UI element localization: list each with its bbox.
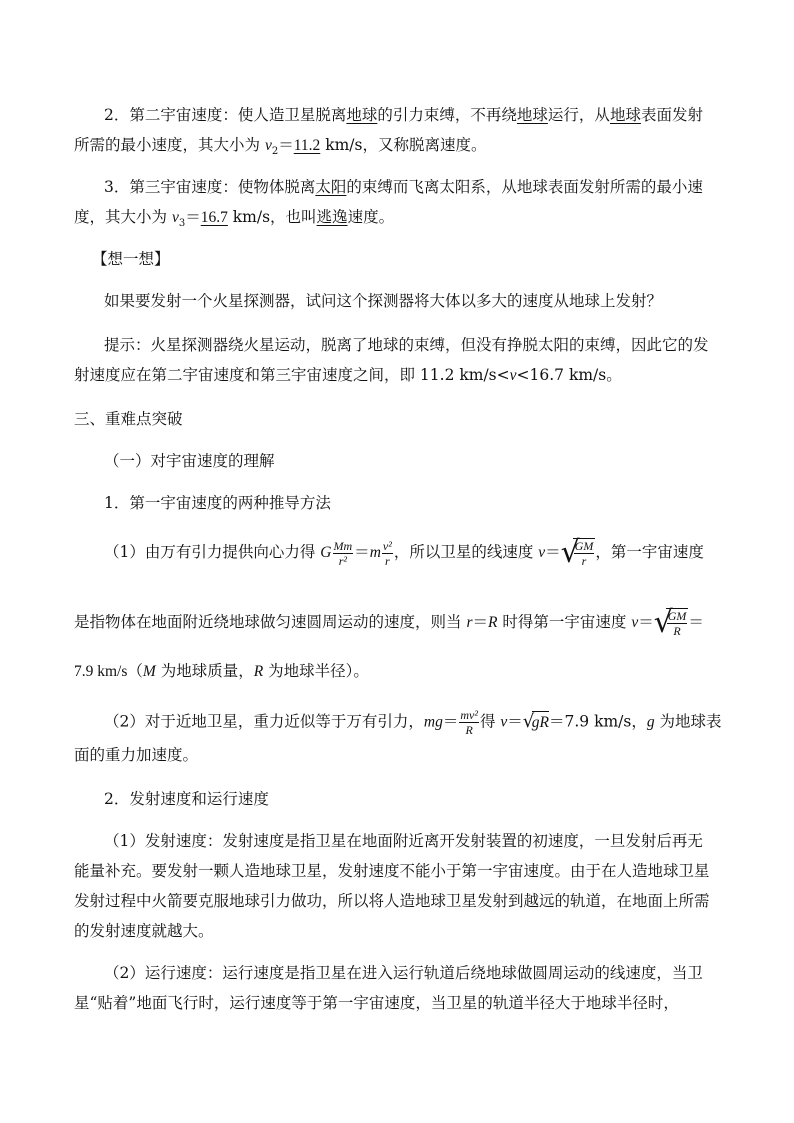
sqrt-gR: √ gR (522, 711, 549, 732)
item-heading-1: 1．第一宇宙速度的两种推导方法 (104, 494, 331, 512)
fraction-Mm-over-r2: $\frac{Mm}{\text{r²}}$ (333, 538, 353, 568)
sqrt-GM-over-r: √ $\frac{GM}{r}$ (560, 535, 594, 570)
derivation-line3: 7.9 km/s（M 为地球质量，R 为地球半径）。 (74, 662, 369, 680)
orbit-speed-line2: 星“贴着”地面飞行时，运行速度等于第一宇宙速度，当卫星的轨道半径大于地球半径时， (74, 994, 679, 1012)
think-heading: 【想一想】 (92, 250, 170, 268)
question-text: 如果要发射一个火星探测器，试问这个探测器将大体以多大的速度从地球上发射？ (104, 292, 663, 310)
para-second-cosmic-velocity-line2: 所需的最小速度，其大小为 $v_2=11.2$ km/s，又称脱离速度。 (74, 136, 487, 158)
launch-speed-line3: 发射过程中火箭要克服地球引力做功，所以将人造地球卫星发射到越远的轨道，在地面上所需 (74, 892, 710, 910)
launch-speed-line1: （1）发射速度：发射速度是指卫星在地面附近离开发射装置的初速度，一旦发射后再无 (104, 832, 703, 850)
fraction-v2-over-r: $\frac{\text{v²}}{r}$ (382, 538, 392, 568)
orbit-speed-line1: （2）运行速度：运行速度是指卫星在进入运行轨道后绕地球做圆周运动的线速度，当卫 (104, 964, 703, 982)
derivation-line5: 面的重力加速度。 (74, 746, 199, 764)
section-heading: 三、重难点突破 (74, 410, 183, 428)
item-heading-2: 2．发射速度和运行速度 (104, 790, 269, 808)
launch-speed-line2: 能量补充。要发射一颗人造地球卫星，发射速度不能小于第一宇宙速度。由于在人造地球卫星 (74, 862, 710, 880)
hint-line2: 射速度应在第二宇宙速度和第三宇宙速度之间，即 11.2 km/s<v<16.7 km/s。 (74, 366, 622, 384)
hint-line1: 提示：火星探测器绕火星运动，脱离了地球的束缚，但没有挣脱太阳的束缚，因此它的发 (104, 336, 709, 354)
subsection-heading: （一）对宇宙速度的理解 (104, 452, 275, 470)
para-second-cosmic-velocity-line1: 2．第二宇宙速度：使人造卫星脱离地球的引力束缚，不再绕地球运行，从地球表面发射 (104, 106, 703, 124)
fraction-mv2-over-R: $\frac{\text{mv²}}{R}$ (460, 708, 478, 737)
para-third-cosmic-velocity-line2: 度，其大小为 $v_3=16.7$ km/s，也叫逃逸速度。 (74, 208, 395, 230)
derivation-line1: （1）由万有引力提供向心力得 G $\frac{Mm}{\text{r²}}$ ＝m $\frac{\text{v²}}{r}$ ，所以卫星的线速度 v＝ √ $\frac{GM}{r}$ ，第一宇宙速度 (104, 535, 704, 570)
derivation-line4: （2）对于近地卫星，重力近似等于万有引力，mg＝ $\frac{\text{mv²}}{R}$ 得 v＝ √ gR＝7.9 km/s，g 为地球表 (104, 708, 722, 737)
para-third-cosmic-velocity-line1: 3．第三宇宙速度：使物体脱离太阳的束缚而飞离太阳系，从地球表面发射所需的最小速 (104, 178, 703, 196)
derivation-line2: 是指物体在地面附近绕地球做匀速圆周运动的速度，则当 r＝R 时得第一宇宙速度 v＝ √ $\frac{GM}{R}$ ＝ (74, 605, 704, 640)
sqrt-GM-over-R: √ $\frac{GM}{R}$ (653, 605, 687, 640)
launch-speed-line4: 的发射速度就越大。 (74, 922, 214, 940)
